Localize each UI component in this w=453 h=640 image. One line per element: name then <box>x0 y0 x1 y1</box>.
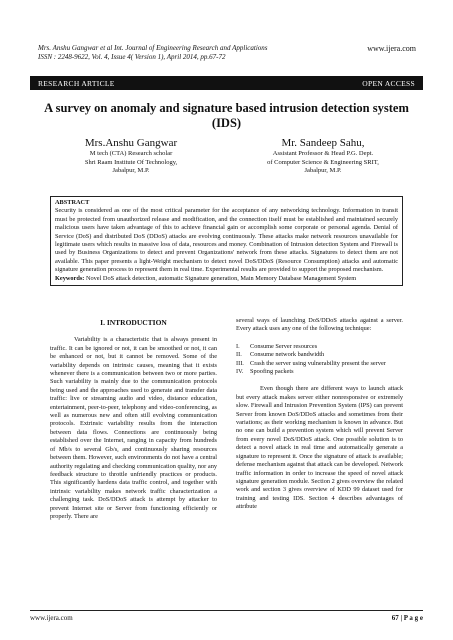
list-item <box>236 343 403 351</box>
abstract-box <box>50 196 403 286</box>
research-article-label: RESEARCH ARTICLE <box>38 78 115 88</box>
section-heading-introduction: I. INTRODUCTION <box>100 318 167 327</box>
attack-intro-paragraph: several ways of launching DoS/DDoS attacks against a server. Every attack uses any one of the following technique: <box>236 317 403 333</box>
author-affiliation-line: Shri Raam Institute Of Technology, <box>84 158 178 166</box>
left-column <box>50 319 217 521</box>
citation-line-2: ISSN : 2248-9622, Vol. 4, Issue 4( Version 1), April 2014, pp.67-72 <box>38 53 226 61</box>
page-footer <box>30 610 423 622</box>
keywords-line <box>55 275 398 283</box>
citation-line-1: Mrs. Anshu Gangwar et al Int. Journal of Engineering Research and Applications <box>38 44 268 52</box>
list-text: Crash the server using vulnerability present the server <box>250 359 386 367</box>
article-type-banner <box>30 76 423 90</box>
journal-header <box>38 44 416 62</box>
header-website-link[interactable]: www.ijera.com <box>367 44 416 53</box>
keywords-text: Novel DoS attack detection, automatic Signature generation, Main Memory Database Management System <box>84 274 357 282</box>
list-number: I. <box>236 342 240 350</box>
right-column <box>236 317 403 512</box>
footer-website-link[interactable]: www.ijera.com <box>30 614 73 622</box>
list-item <box>236 368 403 376</box>
author-affiliation-line: M tech (CTA) Research scholar <box>89 150 173 157</box>
author-1 <box>38 137 224 176</box>
author-affiliation-line: Jabalpur, M.P. <box>112 167 150 174</box>
author-2 <box>230 137 416 176</box>
attack-technique-list <box>236 343 403 377</box>
author-name: Mrs.Anshu Gangwar <box>84 137 178 149</box>
list-number: IV. <box>236 368 244 376</box>
list-item <box>236 360 403 368</box>
list-text: Consume Server resources <box>250 342 318 350</box>
list-item <box>236 351 403 359</box>
list-text: Consume network bandwidth <box>250 351 325 359</box>
defense-paragraph: Even though there are different ways to launch attack but every attack makes server either nonresponsive or extremely slow. Firewall and Intrusion Prevention System (IPS) can prevent Server from known DoS/DDoS attacks and sometimes from their variations; as their working mechanism is known in advance. But no one can build a prevention system which will prevent Server from every novel DoS/DDoS attack. One possible solution is to detect a novel attack in real time and automatically generate a signature to represent it. Once the signature of attack is available; defense mechanism against that attack can be developed. Network traffic information in order to increase the speed of novel attack signature generation module. Section 2 gives overview the related work and section 3 gives overview of KDD 99 dataset used for training and testing IDS. Section 4 describes advantages of attribute <box>236 385 403 511</box>
abstract-body: Security is considered as one of the most critical parameter for the acceptance of any networking technology. Information in transit must be protected from unauthorized release and modification, and the connection itself must be established and maintained securely malicious users have taken advantage of this to achieve financial gain or accomplish some corporate or personal agenda. Denial of Service (DoS) and distributed DoS (DDoS) attacks are evolving continuously. These attacks make network resources unavailable for legitimate users which results in massive loss of data, resources and money. Combination of Intrusion detection System and Firewall is used by Business Organizations to detect and prevent Organizations' network from these attacks. Signatures to detect them are not available. This paper presents a light-Weight mechanism to detect novel DoS/DDoS (Resource Consumption) attacks and automatic signature generation process to represent them in real time. Experimental results are provided to support the proposed mechanism. <box>55 207 398 274</box>
list-number: II. <box>236 351 242 359</box>
author-affiliation-line: Jabalpur, M.P. <box>304 167 342 174</box>
paper-title: A survey on anomaly and signature based intrusion detection system (IDS) <box>44 101 409 130</box>
keywords-label: Keywords: <box>55 274 85 282</box>
author-name: Mr. Sandeep Sahu, <box>281 137 365 149</box>
list-number: III. <box>236 359 244 367</box>
open-access-label: OPEN ACCESS <box>362 78 415 88</box>
page-number: 67 | P a g e <box>391 614 423 622</box>
author-affiliation-line: Assistant Professor & Head P.G. Dept. <box>272 150 374 157</box>
list-text: Spoofing packets <box>250 368 294 376</box>
author-block <box>38 137 416 176</box>
author-affiliation-line: of Computer Science & Engineering SRIT, <box>267 158 379 166</box>
intro-paragraph: Variability is a characteristic that is always present in traffic. It can be ignored or not, it can be smoothed or not, it can be enhanced or not, but it cannot be removed. Some of the variability depends on intrinsic causes, meaning that it exists whenever there is a communication between two or more parties. Such variability is mainly due to the communication protocols being used and the approaches used to generate and transfer data traffic: live or streaming audio and video, distance education, entertainment, peer-to-peer, telephony and video-conferencing, as well as numerous new and often still evolving communication protocols. Extrinsic variability results from the interaction between data flows. Connections are continuously being established over the Internet, ranging in capacity from hundreds of Mb/s to several Gb/s, and continuously sharing resources between them. However, such environments do not have a central authority regulating and checking communication quality, nor any feedback structure to throttle unfriendly practices or products. This significantly hardens data traffic control, and together with intrinsic variability makes network traffic characterization a challenging task. DoS/DDoS attack is attempt by attacker to prevent Internet site or Server from functioning efficiently or properly. There are <box>50 336 217 520</box>
abstract-heading: ABSTRACT <box>55 199 90 206</box>
